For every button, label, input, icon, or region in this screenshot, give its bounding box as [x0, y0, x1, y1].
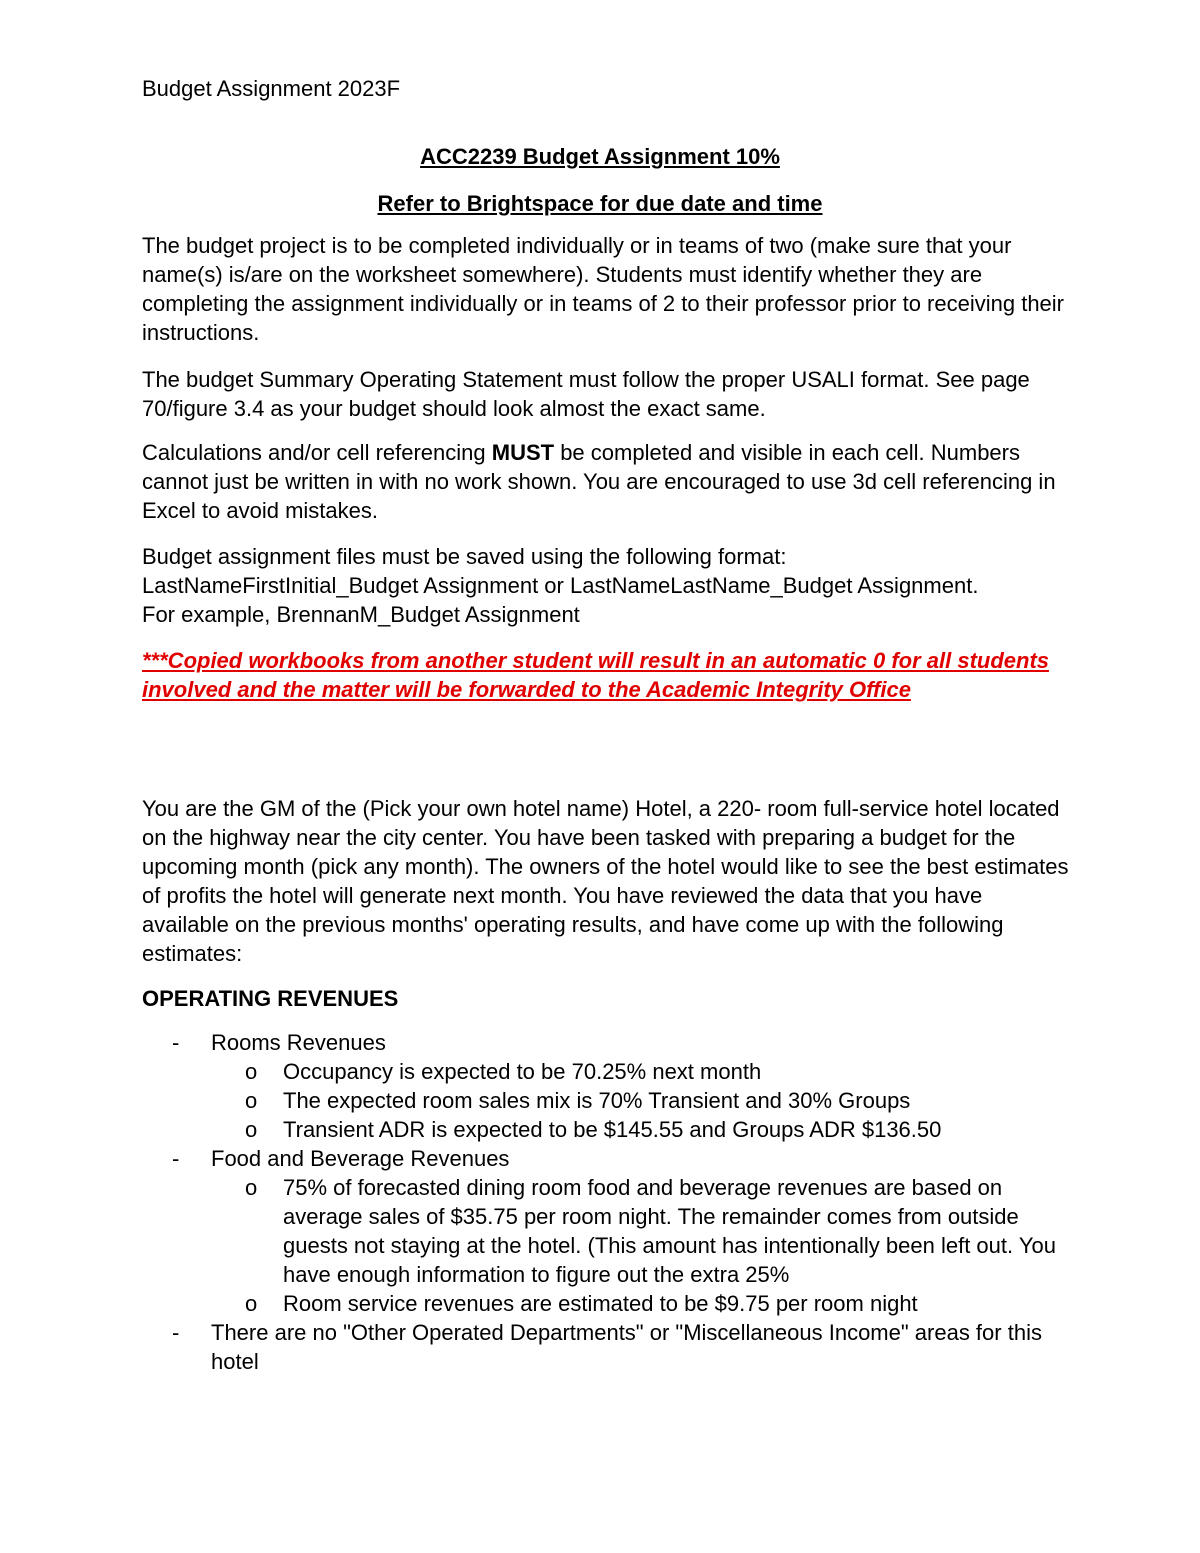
sub-item-text: Occupancy is expected to be 70.25% next month — [283, 1059, 762, 1084]
paragraph-calculations — [142, 438, 1072, 525]
sub-item-dining-room — [142, 1173, 1072, 1289]
sub-item-occupancy — [142, 1057, 1072, 1086]
sub-item-room-service — [142, 1289, 1072, 1318]
list-item-other-departments — [142, 1318, 1072, 1376]
document-title: ACC2239 Budget Assignment 10% — [420, 144, 780, 169]
paragraph-file-naming — [142, 542, 1072, 629]
academic-integrity-warning: ***Copied workbooks from another student will result in an automatic 0 for all students involved and the matter will be forwarded to the Academic Integrity Office — [142, 648, 1050, 702]
file-naming-line-1: Budget assignment files must be saved using the following format: — [142, 544, 787, 569]
calc-text-before: Calculations and/or cell referencing — [142, 440, 492, 465]
revenue-list — [142, 1028, 1072, 1376]
circle-bullet: o — [245, 1117, 258, 1142]
calc-text-after: be completed and visible in each cell. Numbers cannot just be written in with no work shown. You are encouraged to use 3d cell referencing in Excel to avoid mistakes. — [142, 440, 1056, 523]
sub-item-sales-mix — [142, 1086, 1072, 1115]
dash-bullet: - — [172, 1320, 180, 1345]
calc-emphasis: MUST — [491, 440, 555, 465]
dash-bullet: - — [172, 1146, 180, 1171]
list-item-rooms-revenues — [142, 1028, 1072, 1057]
file-naming-line-3: For example, BrennanM_Budget Assignment — [142, 602, 580, 627]
paragraph-usali-format: The budget Summary Operating Statement must follow the proper USALI format. See page 70/figure 3.4 as your budget should look almost the exact same. — [142, 367, 1030, 421]
section-heading-operating-revenues: OPERATING REVENUES — [142, 986, 399, 1011]
sub-item-text: Transient ADR is expected to be $145.55 and Groups ADR $136.50 — [283, 1117, 942, 1142]
circle-bullet: o — [245, 1291, 258, 1316]
list-item-food-beverage — [142, 1144, 1072, 1173]
due-date-note: Refer to Brightspace for due date and time — [377, 191, 823, 216]
dash-bullet: - — [172, 1030, 180, 1055]
sub-item-adr — [142, 1115, 1072, 1144]
sub-item-text: 75% of forecasted dining room food and beverage revenues are based on average sales of $35.75 per room night. The remainder comes from outside guests not staying at the hotel. (This amount has intentionally been left out. You have enough information to figure out the extra 25% — [283, 1175, 1056, 1287]
sub-item-text: Room service revenues are estimated to be $9.75 per room night — [283, 1291, 918, 1316]
circle-bullet: o — [245, 1175, 258, 1200]
other-departments-label: There are no "Other Operated Departments" or "Miscellaneous Income" areas for this hotel — [211, 1320, 1042, 1374]
circle-bullet: o — [245, 1088, 258, 1113]
circle-bullet: o — [245, 1059, 258, 1084]
rooms-revenues-label: Rooms Revenues — [211, 1030, 386, 1055]
paragraph-teams: The budget project is to be completed individually or in teams of two (make sure that your name(s) is/are on the worksheet somewhere). Students must identify whether they are completing the assignment individually or in teams of 2 to their professor prior to receiving their instructions. — [142, 233, 1065, 345]
sub-item-text: The expected room sales mix is 70% Transient and 30% Groups — [283, 1088, 911, 1113]
file-naming-line-2: LastNameFirstInitial_Budget Assignment or LastNameLastName_Budget Assignment. — [142, 573, 979, 598]
paragraph-scenario: You are the GM of the (Pick your own hotel name) Hotel, a 220- room full-service hotel located on the highway near the city center. You have been tasked with preparing a budget for the upcoming month (pick any month). The owners of the hotel would like to see the best estimates of profits the hotel will generate next month. You have reviewed the data that you have available on the previous months' operating results, and have come up with the following estimates: — [142, 796, 1069, 966]
food-beverage-label: Food and Beverage Revenues — [211, 1146, 510, 1171]
running-header: Budget Assignment 2023F — [142, 76, 401, 101]
